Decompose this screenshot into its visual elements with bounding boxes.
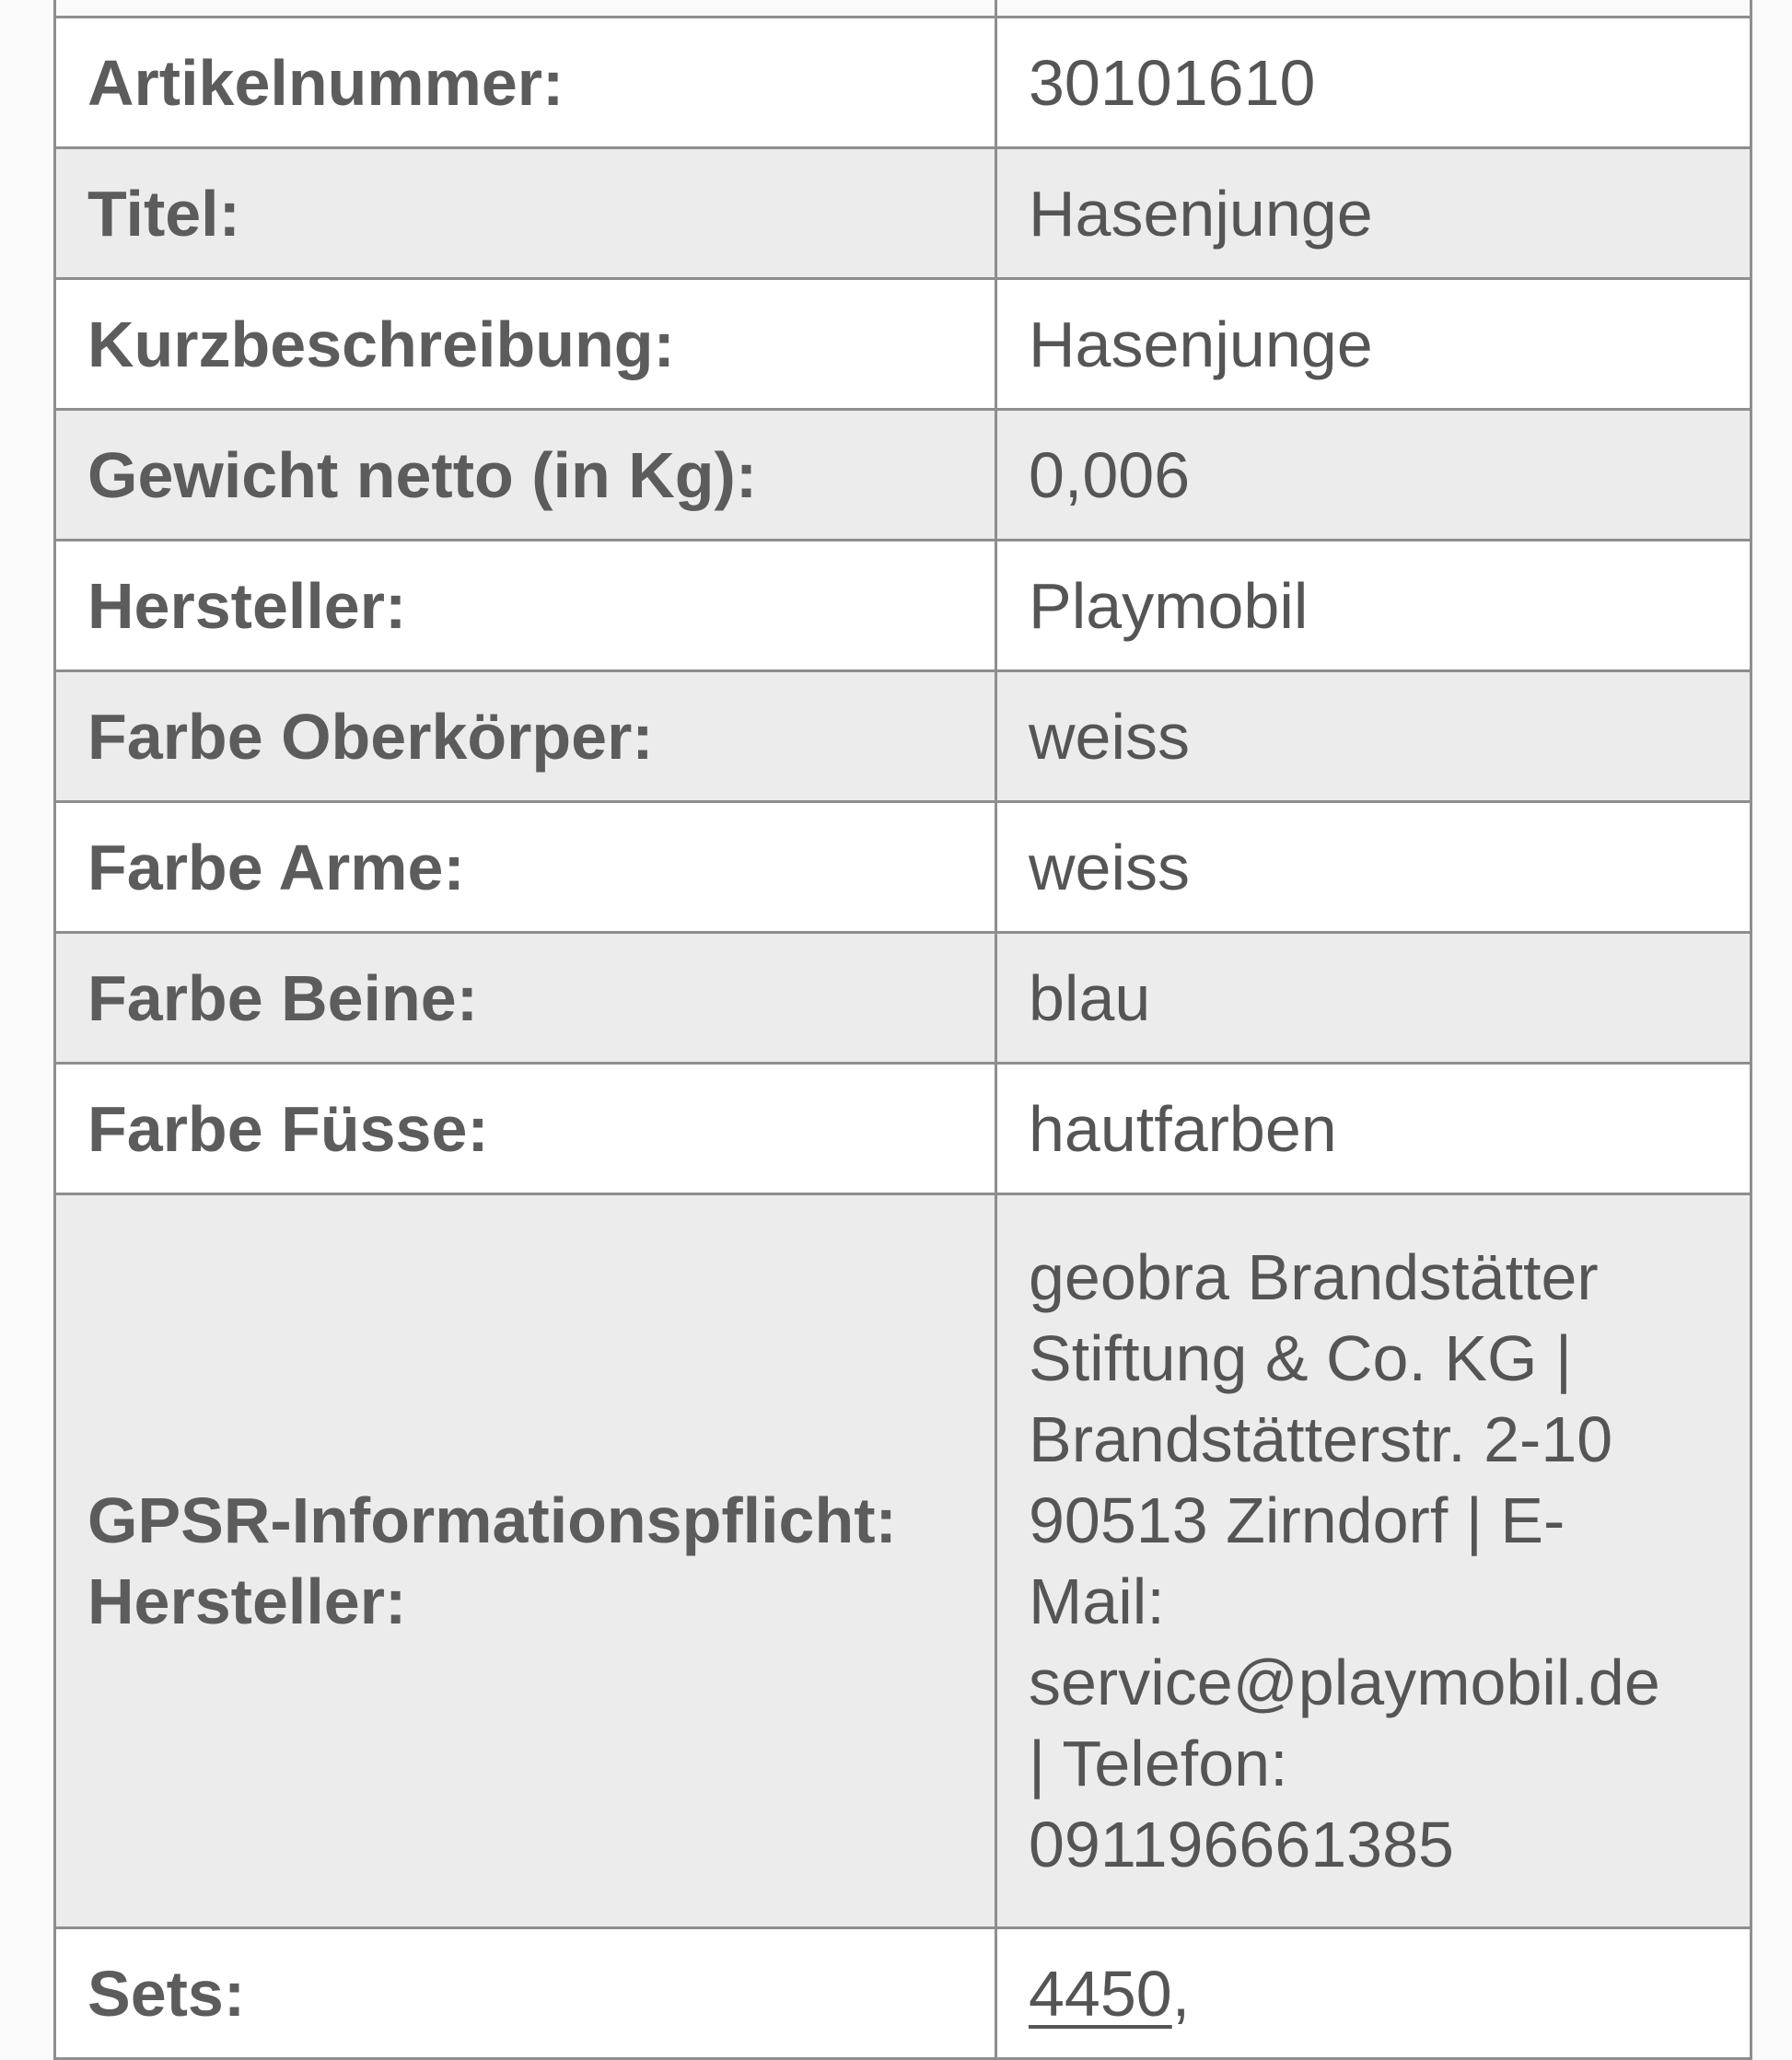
attribute-label: Kurzbeschreibung: <box>55 279 996 410</box>
attribute-value: 0,006 <box>996 410 1751 541</box>
attribute-label: Farbe Oberkörper: <box>55 671 996 802</box>
gpsr-value-line: Mail: <box>1029 1565 1165 1637</box>
gpsr-value-line: 90513 Zirndorf | E- <box>1029 1484 1565 1556</box>
attribute-value: blau <box>996 933 1751 1064</box>
gpsr-value-line: geobra Brandstätter <box>1029 1241 1599 1313</box>
table-row-farbe-oberkoerper <box>55 671 1751 802</box>
gpsr-value <box>996 1194 1751 1928</box>
attribute-value: Playmobil <box>996 541 1751 671</box>
attribute-value: Hasenjunge <box>996 279 1751 410</box>
table-row-artikelnummer <box>55 17 1751 148</box>
attribute-value: hautfarben <box>996 1064 1751 1194</box>
gpsr-value-line: Stiftung & Co. KG | <box>1029 1322 1573 1394</box>
table-row-farbe-arme <box>55 802 1751 933</box>
table-row-gewicht <box>55 410 1751 541</box>
attribute-value: Hasenjunge <box>996 148 1751 279</box>
attribute-label: Sets: <box>55 1928 996 2059</box>
table-cell-partial <box>55 0 996 17</box>
attribute-value: 30101610 <box>996 17 1751 148</box>
gpsr-value-line: 091196661385 <box>1029 1809 1454 1880</box>
attribute-label: Gewicht netto (in Kg): <box>55 410 996 541</box>
gpsr-label-line: Hersteller: <box>87 1565 407 1637</box>
table-row-kurzbeschreibung <box>55 279 1751 410</box>
attribute-label: Farbe Beine: <box>55 933 996 1064</box>
sets-separator: , <box>1171 1957 1191 2030</box>
table-row-gpsr <box>55 1194 1751 1928</box>
attribute-label: Farbe Arme: <box>55 802 996 933</box>
table-row-farbe-beine <box>55 933 1751 1064</box>
attribute-label: Hersteller: <box>55 541 996 671</box>
table-row-hersteller <box>55 541 1751 671</box>
attribute-value: weiss <box>996 802 1751 933</box>
product-attributes-table <box>53 0 1752 2060</box>
gpsr-label-line: GPSR-Informationspflicht: <box>87 1484 897 1556</box>
table-row-partial <box>55 0 1751 17</box>
attribute-value: weiss <box>996 671 1751 802</box>
table-row-farbe-fuesse <box>55 1064 1751 1194</box>
gpsr-value-line: | Telefon: <box>1029 1728 1288 1799</box>
gpsr-label <box>55 1194 996 1928</box>
set-link[interactable]: 4450 <box>1029 1957 1172 2030</box>
attribute-label: Farbe Füsse: <box>55 1064 996 1194</box>
sets-value <box>996 1928 1751 2059</box>
table-cell-partial <box>996 0 1751 17</box>
table-row-sets <box>55 1928 1751 2059</box>
product-attributes-table-wrapper <box>53 0 1750 2060</box>
attribute-label: Artikelnummer: <box>55 17 996 148</box>
attribute-label: Titel: <box>55 148 996 279</box>
gpsr-value-line: Brandstätterstr. 2-10 <box>1029 1403 1613 1475</box>
table-row-titel <box>55 148 1751 279</box>
gpsr-value-line: service@playmobil.de <box>1029 1647 1660 1718</box>
